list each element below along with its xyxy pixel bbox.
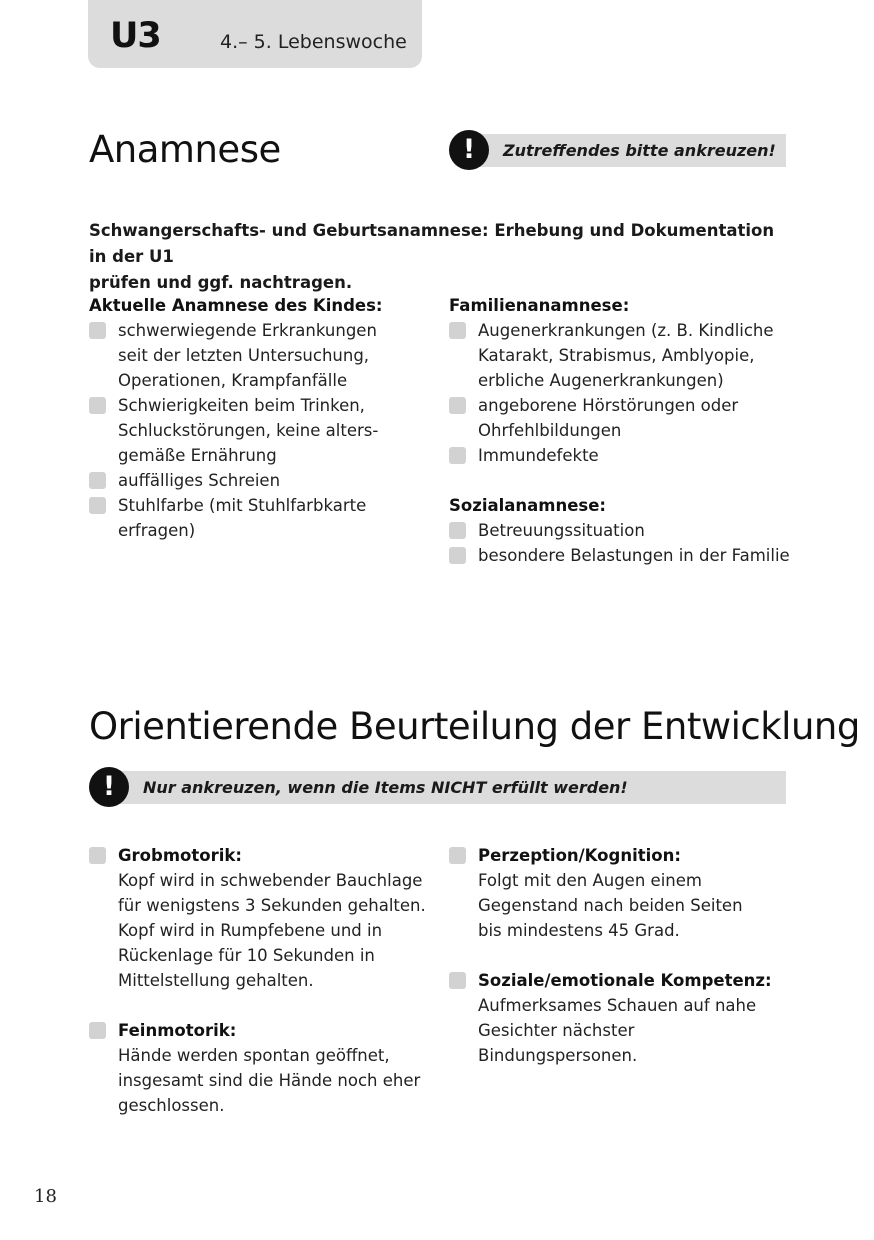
checkbox-icon[interactable]	[89, 322, 106, 339]
item-line: Operationen, Krampfanfälle	[118, 371, 348, 390]
checkbox-icon[interactable]	[89, 472, 106, 489]
item-line: angeborene Hörstörungen oder	[478, 396, 739, 415]
exam-code: U3	[110, 16, 161, 56]
item-line: Hände werden spontan geöffnet,	[118, 1046, 390, 1065]
item-line: erfragen)	[118, 521, 196, 540]
section-heading: Sozialanamnese:	[449, 496, 607, 515]
checkbox-icon[interactable]	[89, 1022, 106, 1039]
checklist-item	[89, 1018, 434, 1118]
page-number: 18	[34, 1186, 57, 1207]
exclamation-icon: !	[89, 767, 129, 807]
checkbox-icon[interactable]	[449, 972, 466, 989]
header-tab	[88, 0, 422, 68]
item-line: erbliche Augenerkrankungen)	[478, 371, 724, 390]
checklist-item	[449, 393, 794, 443]
exam-period: 4.– 5. Lebenswoche	[220, 31, 407, 53]
item-line: Kopf wird in schwebender Bauchlage	[118, 871, 423, 890]
item-line: auffälliges Schreien	[118, 471, 281, 490]
checklist-item	[449, 543, 794, 568]
intro-line: Schwangerschafts- und Geburtsanamnese: Erhebung und Dokumentation in der U1	[89, 221, 775, 266]
item-line: für wenigstens 3 Sekunden gehalten.	[118, 896, 426, 915]
spacer	[449, 468, 794, 493]
anamnese-title: Anamnese	[89, 128, 281, 171]
checkbox-icon[interactable]	[449, 397, 466, 414]
checkbox-icon[interactable]	[449, 322, 466, 339]
checkbox-icon[interactable]	[449, 447, 466, 464]
item-line: Immundefekte	[478, 446, 599, 465]
checklist-item	[89, 393, 429, 468]
entwicklung-title: Orientierende Beurteilung der Entwicklung	[89, 705, 860, 748]
entwicklung-right	[449, 843, 794, 1068]
item-title: Soziale/emotionale Kompetenz:	[478, 971, 772, 990]
notice-text: Zutreffendes bitte ankreuzen!	[503, 141, 776, 160]
familien-anamnese	[449, 293, 794, 568]
section-heading: Familienanamnese:	[449, 296, 630, 315]
anamnese-intro	[89, 218, 789, 296]
item-line: insgesamt sind die Hände noch eher	[118, 1071, 421, 1090]
checkbox-icon[interactable]	[449, 522, 466, 539]
checklist-item	[449, 518, 794, 543]
item-line: gemäße Ernährung	[118, 446, 277, 465]
checklist-item	[449, 843, 794, 943]
item-line: Katarakt, Strabismus, Amblyopie,	[478, 346, 755, 365]
checklist-item	[89, 843, 434, 993]
checkbox-icon[interactable]	[449, 847, 466, 864]
item-line: Ohrfehlbildungen	[478, 421, 622, 440]
checkbox-icon[interactable]	[89, 397, 106, 414]
item-title: Grobmotorik:	[118, 846, 242, 865]
section-heading: Aktuelle Anamnese des Kindes:	[89, 296, 383, 315]
checkbox-icon[interactable]	[89, 497, 106, 514]
checkbox-icon[interactable]	[89, 847, 106, 864]
item-line: Aufmerksames Schauen auf nahe	[478, 996, 757, 1015]
spacer	[449, 943, 794, 968]
item-line: Augenerkrankungen (z. B. Kindliche	[478, 321, 774, 340]
item-line: Folgt mit den Augen einem	[478, 871, 702, 890]
item-line: seit der letzten Untersuchung,	[118, 346, 370, 365]
intro-line: prüfen und ggf. nachtragen.	[89, 273, 353, 292]
item-line: Rückenlage für 10 Sekunden in	[118, 946, 375, 965]
item-title: Feinmotorik:	[118, 1021, 237, 1040]
notice-text: Nur ankreuzen, wenn die Items NICHT erfüllt werden!	[143, 778, 628, 797]
checklist-item	[449, 443, 794, 468]
checklist-item	[89, 493, 429, 543]
item-line: Mittelstellung gehalten.	[118, 971, 314, 990]
checklist-item	[449, 968, 794, 1068]
item-line: Stuhlfarbe (mit Stuhlfarbkarte	[118, 496, 367, 515]
item-line: Schwierigkeiten beim Trinken,	[118, 396, 365, 415]
item-line: geschlossen.	[118, 1096, 225, 1115]
checklist-item	[449, 318, 794, 393]
entwicklung-left	[89, 843, 434, 1118]
checklist-item	[89, 318, 429, 393]
item-line: Betreuungssituation	[478, 521, 645, 540]
item-line: Gegenstand nach beiden Seiten	[478, 896, 743, 915]
item-line: schwerwiegende Erkrankungen	[118, 321, 377, 340]
spacer	[89, 993, 434, 1018]
item-line: Kopf wird in Rumpfebene und in	[118, 921, 383, 940]
entwicklung-notice	[89, 770, 786, 804]
checklist-item	[89, 468, 429, 493]
kind-anamnese	[89, 293, 429, 543]
item-line: Gesichter nächster Bindungspersonen.	[478, 1021, 638, 1065]
anamnese-notice	[449, 133, 786, 167]
item-title: Perzeption/Kognition:	[478, 846, 681, 865]
exclamation-icon: !	[449, 130, 489, 170]
item-line: Schluckstörungen, keine alters-	[118, 421, 379, 440]
item-line: bis mindestens 45 Grad.	[478, 921, 680, 940]
checkbox-icon[interactable]	[449, 547, 466, 564]
item-line: besondere Belastungen in der Familie	[478, 546, 790, 565]
